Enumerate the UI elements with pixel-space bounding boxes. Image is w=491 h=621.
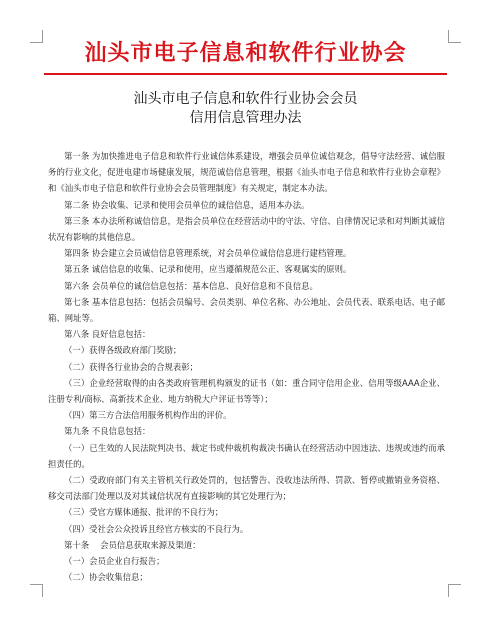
paragraph-article-8: 第八条 良好信息包括： — [64, 329, 151, 340]
letterhead: 汕头市电子信息和软件行业协会 — [84, 40, 407, 66]
letterhead-rule — [44, 73, 447, 75]
paragraph-article-1: 第一条 为加快推进电子信息和软件行业诚信体系建设，增强会员单位诚信观念，倡导守法经营、诚信服务的行业文化，促进电建市场健康发展，规范诚信信息管理，根据《汕头市电子信息和软件行业协会章程》和《汕头市电子信息和软件行业协会会员管理制度》有关规定，制定本办法。 — [48, 151, 445, 194]
crop-mark-bottom-left — [30, 584, 43, 597]
paragraph-article-10: 第十条 会员信息获取来源及渠道： — [64, 539, 201, 550]
list-item-bad-2: （二）受政府部门有关主管机关行政处罚的，包括警告、没收违法所得、罚款、暂停或撤销业务资格、移交司法部门处理以及对其诚信状况有直接影响的其它处理行为； — [48, 475, 445, 502]
list-item-good-1: （一）获得各级政府部门奖励； — [64, 345, 182, 356]
crop-mark-bottom-right — [448, 584, 461, 597]
list-item-source-1: （一）会员企业自行报告； — [64, 556, 165, 567]
paragraph-article-9: 第九条 不良信息包括： — [64, 426, 151, 437]
paragraph-article-2: 第二条 协会收集、记录和使用会员单位的诚信信息，适用本办法。 — [64, 199, 310, 210]
document-body — [48, 148, 445, 585]
title-line-2: 信用信息管理办法 — [189, 110, 302, 126]
paragraph-article-7: 第七条 基本信息包括：包括会员编号、会员类别、单位名称、办公地址、会员代表、联系电话、电子邮箱、网址等。 — [48, 296, 445, 324]
list-item-good-3: （三）企业经营取得的由各类政府管理机构颁发的证书（如：重合同守信用企业、信用等级AAA企业、注册专利/商标、高新技术企业、地方纳税大户评证书等等）； — [48, 377, 445, 405]
title-line-1: 汕头市电子信息和软件行业协会会员 — [133, 91, 358, 107]
list-item-good-2: （二）获得各行业协会的合规表彰； — [64, 361, 198, 372]
list-item-bad-3: （三）受官方媒体通报、批评的不良行为； — [64, 507, 224, 518]
paragraph-article-6: 第六条 会员单位的诚信信息包括：基本信息、良好信息和不良信息。 — [64, 280, 318, 291]
list-item-bad-1: （一）已生效的人民法院判决书、裁定书或仲裁机构裁决书确认在经营活动中因违法、违规或违约而承担责任的。 — [48, 442, 445, 469]
paragraph-article-4: 第四条 协会建立会员诚信信息管理系统，对会员单位诚信信息进行建档管理。 — [64, 248, 352, 259]
list-item-good-4: （四）第三方合法信用服务机构作出的评价。 — [64, 410, 232, 421]
list-item-bad-4: （四）受社会公众投诉且经官方核实的不良行为。 — [64, 523, 249, 534]
document-title — [0, 90, 491, 128]
list-item-source-2: （二）协会收集信息； — [64, 572, 148, 583]
paragraph-article-3: 第三条 本办法所称诚信信息，是指会员单位在经营活动中的守法、守信、自律情况记录和对判断其诚信状况有影响的其他信息。 — [48, 215, 445, 243]
paragraph-article-5: 第五条 诚信信息的收集、记录和使用，应当遵循规范公正、客观属实的原则。 — [64, 264, 352, 275]
